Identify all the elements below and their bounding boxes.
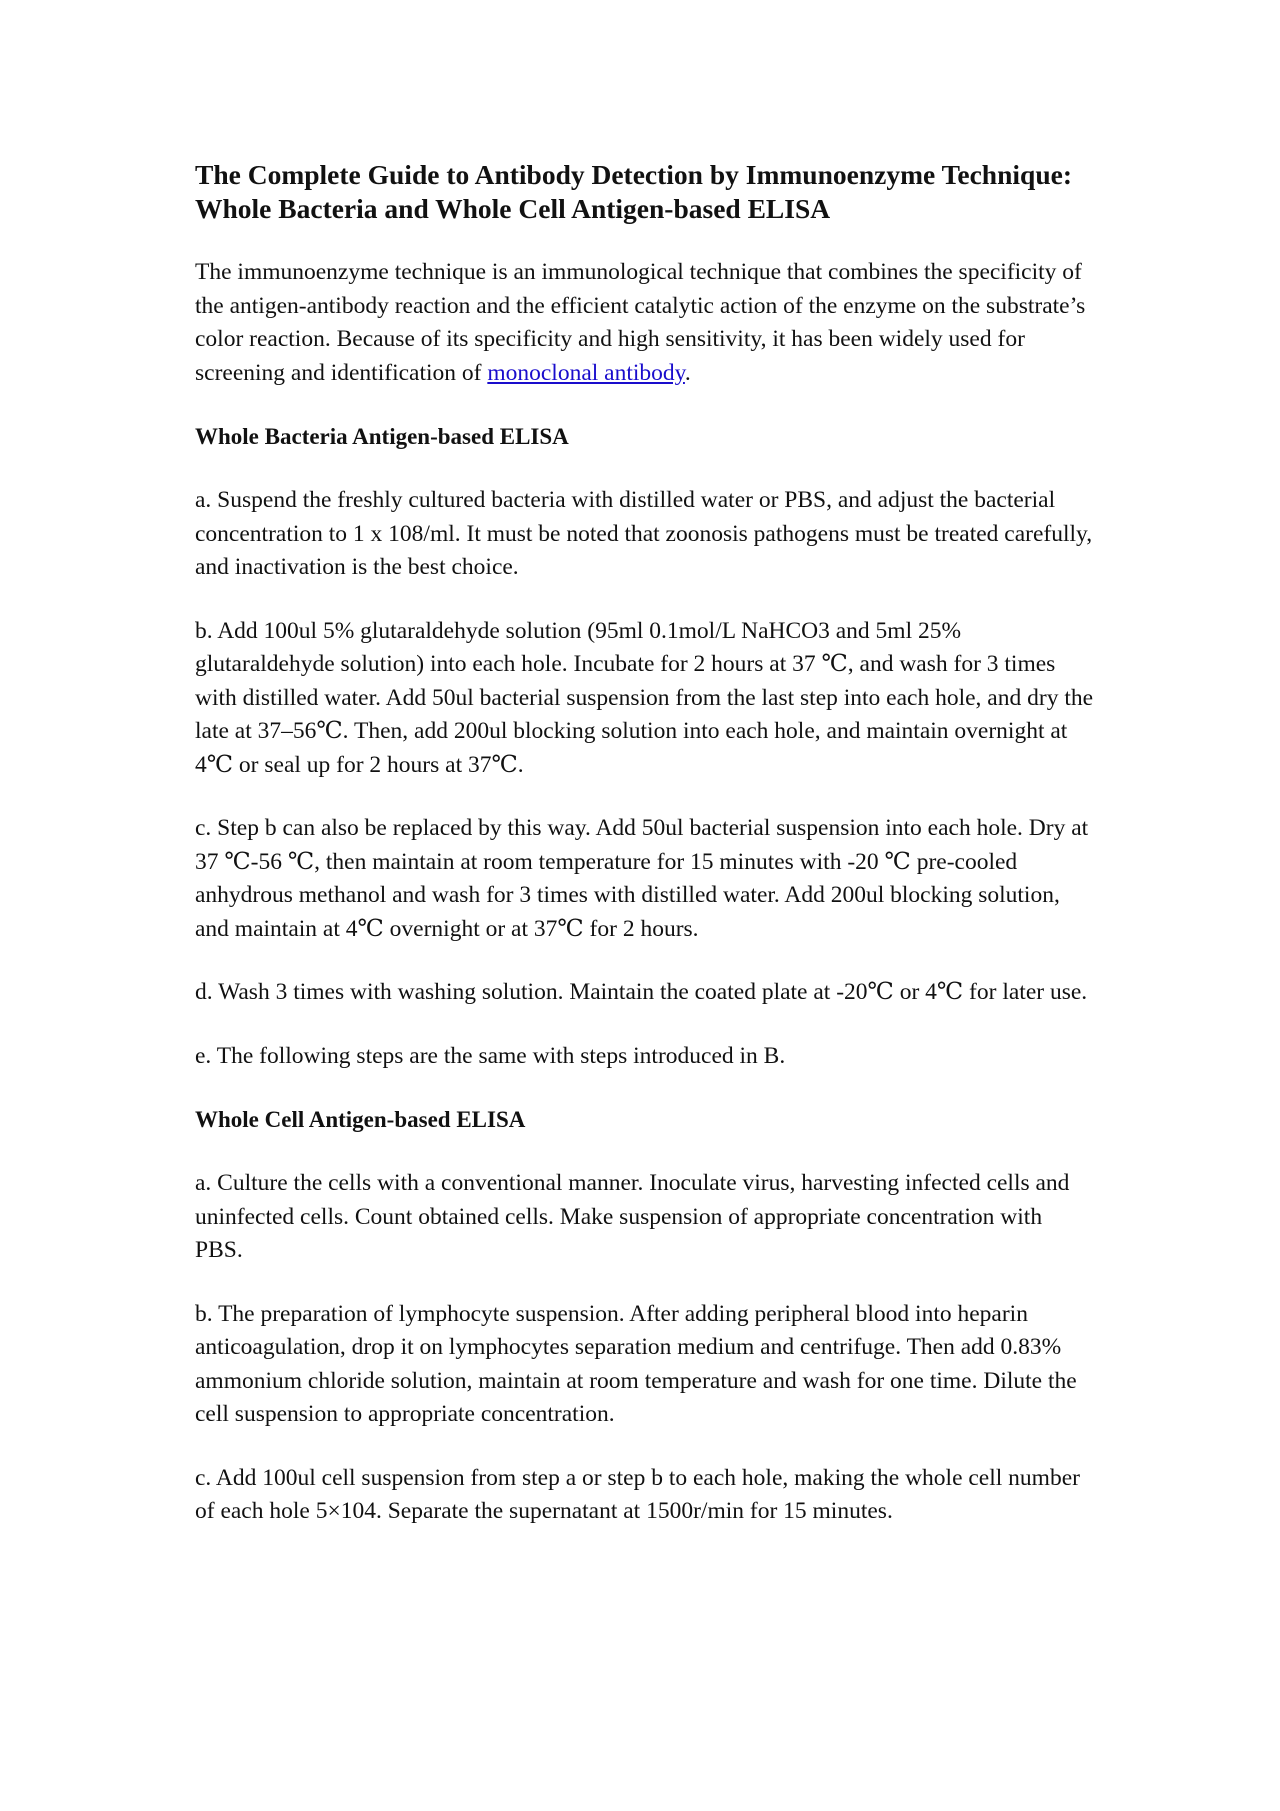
bacteria-step-c: c. Step b can also be replaced by this way. Add 50ul bacterial suspension into each hole. Dry at 37 ℃-56 ℃, then maintain at room temperature for 15 minutes with -20 ℃ pre-cooled anhydrous methanol and wash for 3 times with distilled water. Add 200ul blocking solution, and maintain at 4℃ overnight or at 37℃ for 2 hours. — [195, 815, 1089, 942]
bacteria-step-e: e. The following steps are the same with steps introduced in B. — [195, 1042, 786, 1069]
bacteria-step-d: d. Wash 3 times with washing solution. Maintain the coated plate at -20℃ or 4℃ for later use. — [195, 979, 1088, 1005]
intro-text: The immunoenzyme technique is an immunological technique that combines the specificity of the antigen-antibody reaction and the efficient catalytic action of the enzyme on the substrate’s color reaction. Because of its specificity and high sensitivity, it has been widely used for screening and identification of — [195, 259, 1086, 386]
intro-text-end: . — [684, 359, 691, 386]
section-heading-whole-bacteria: Whole Bacteria Antigen-based ELISA — [195, 424, 569, 449]
document-page — [195, 158, 1095, 1559]
document-title: The Complete Guide to Antibody Detection by Immunoenzyme Technique: Whole Bacteria and Whole Cell Antigen-based ELISA — [195, 159, 1072, 224]
cell-step-b: b. The preparation of lymphocyte suspension. After adding peripheral blood into heparin anticoagulation, drop it on lymphocytes separation medium and centrifuge. Then add 0.83% ammonium chloride solution, maintain at room temperature and wash for one time. Dilute the cell suspension to appropriate concentration. — [195, 1300, 1077, 1427]
bacteria-step-b: b. Add 100ul 5% glutaraldehyde solution (95ml 0.1mol/L NaHCO3 and 5ml 25% glutaraldehyde solution) into each hole. Incubate for 2 hours at 37 ℃, and wash for 3 times with distilled water. Add 50ul bacterial suspension from the last step into each hole, and dry the late at 37–56℃. Then, add 200ul blocking solution into each hole, and maintain overnight at 4℃ or seal up for 2 hours at 37℃. — [195, 617, 1094, 778]
section-heading-whole-cell: Whole Cell Antigen-based ELISA — [195, 1107, 526, 1132]
intro-paragraph — [195, 256, 1095, 390]
bacteria-step-a: a. Suspend the freshly cultured bacteria with distilled water or PBS, and adjust the bacterial concentration to 1 x 108/ml. It must be noted that zoonosis pathogens must be treated carefully, and inactivation is the best choice. — [195, 487, 1093, 580]
cell-step-a: a. Culture the cells with a conventional manner. Inoculate virus, harvesting infected cells and uninfected cells. Count obtained cells. Make suspension of appropriate concentration with PBS. — [195, 1170, 1070, 1263]
cell-step-c: c. Add 100ul cell suspension from step a or step b to each hole, making the whole cell number of each hole 5×104. Separate the supernatant at 1500r/min for 15 minutes. — [195, 1464, 1080, 1524]
monoclonal-antibody-link[interactable]: monoclonal antibody — [487, 359, 685, 386]
